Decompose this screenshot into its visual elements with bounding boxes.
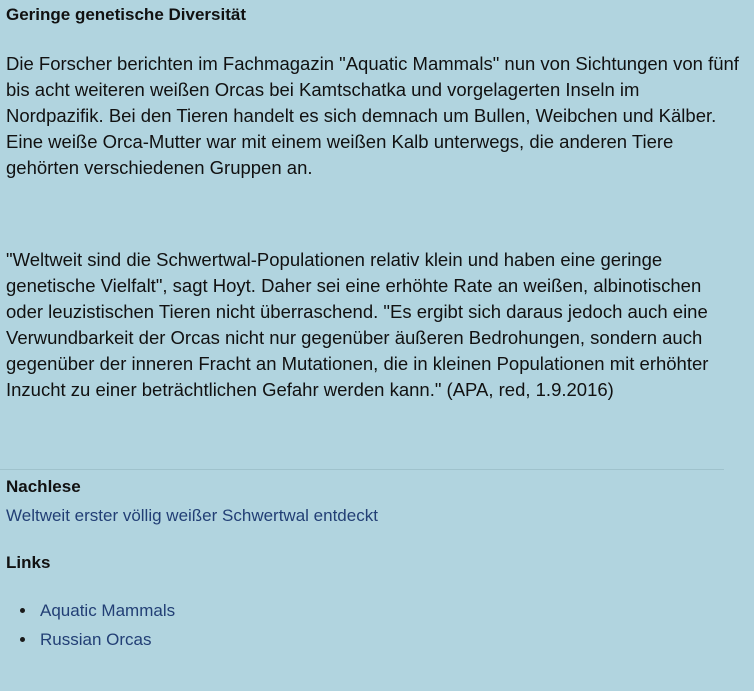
bullet-icon bbox=[20, 608, 25, 613]
article-paragraph-2: "Weltweit sind die Schwertwal-Populationen relativ klein und haben eine geringe genetische Vielfalt", sagt Hoyt. Daher sei eine erhöhte Rate an weißen, albinotischen oder leuzistischen Tieren nicht überraschend. "Es ergibt sich daraus jedoch auch eine Verwundbarkeit der Orcas nicht nur gegenüber äußeren Bedrohungen, sondern auch gegenüber der inneren Fracht an Mutationen, die in kleinen Populationen mit erhöhter Inzucht zu einer beträchtlichen Gefahr werden kann." (APA, red, 1.9.2016) bbox=[6, 249, 709, 400]
link-aquatic-mammals[interactable]: Aquatic Mammals bbox=[40, 601, 176, 620]
nachlese-link[interactable]: Weltweit erster völlig weißer Schwertwal entdeckt bbox=[6, 506, 378, 525]
links-title: Links bbox=[6, 553, 51, 572]
link-russian-orcas[interactable]: Russian Orcas bbox=[40, 630, 152, 649]
section-heading: Geringe genetische Diversität bbox=[6, 5, 246, 24]
list-item bbox=[0, 600, 175, 629]
section-divider bbox=[0, 469, 724, 470]
list-item bbox=[0, 629, 175, 658]
bullet-icon bbox=[20, 637, 25, 642]
nachlese-title: Nachlese bbox=[6, 477, 81, 496]
article-paragraph-1: Die Forscher berichten im Fachmagazin "Aquatic Mammals" nun von Sichtungen von fünf bis acht weiteren weißen Orcas bei Kamtschatka und vorgelagerten Inseln im Nordpazifik. Bei den Tieren handelt es sich demnach um Bullen, Weibchen und Kälber. Eine weiße Orca-Mutter war mit einem weißen Kalb unterwegs, die anderen Tiere gehörten verschiedenen Gruppen an. bbox=[6, 53, 739, 178]
links-list bbox=[0, 600, 175, 658]
